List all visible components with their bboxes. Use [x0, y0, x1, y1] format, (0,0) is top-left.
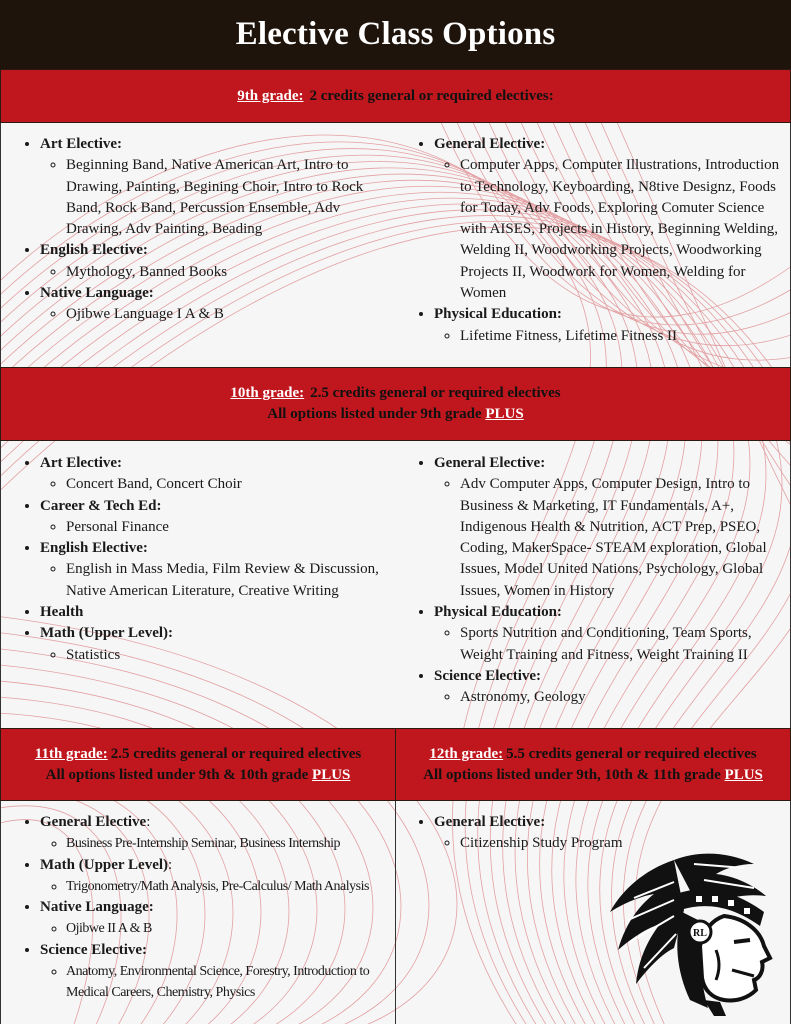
elective-category — [434, 134, 784, 304]
grade10-right-list — [408, 453, 784, 709]
elective-category-colon: : — [168, 856, 173, 873]
course-item: ◦ Mythology, Banned Books — [66, 262, 384, 283]
elective-category-heading: General Elective: — [434, 455, 546, 471]
grade12-plus: PLUS — [724, 766, 763, 783]
course-list — [434, 155, 784, 304]
course-list — [434, 326, 784, 347]
elective-category — [40, 897, 386, 940]
elective-category — [434, 304, 784, 347]
grade11-header — [0, 728, 396, 801]
logo-letters: RL — [693, 928, 707, 939]
grade9-credits: 2 credits general or required electives: — [309, 87, 554, 104]
course-item: ◦ Beginning Band, Native American Art, Intro to Drawing, Painting, Begining Choir, Intro to Rock Band, Rock Band, Percussion Ensemble, Adv Drawing, Adv Painting, Beading — [66, 155, 384, 240]
elective-category-heading: General Elective — [40, 814, 147, 830]
grade10-left-list — [14, 453, 384, 666]
elective-category — [40, 240, 384, 283]
elective-category-heading: Math (Upper Level) — [40, 856, 169, 873]
grade10-label: 10th grade: — [230, 385, 305, 401]
grade12-list — [408, 812, 784, 855]
course-list — [40, 876, 386, 897]
grade9-left-list — [14, 134, 384, 326]
grade11-prereq: All options listed under 9th & 10th grade — [45, 766, 309, 783]
elective-category-list — [408, 453, 784, 709]
grade12-prereq: All options listed under 9th, 10th & 11th grade — [423, 766, 721, 783]
course-item: ◦ Citizenship Study Program — [460, 833, 784, 854]
elective-category-heading: Native Language: — [40, 899, 154, 916]
course-item: ◦ Concert Band, Concert Choir — [66, 474, 384, 495]
grade12-header-line1 — [429, 744, 756, 765]
elective-category-list — [408, 812, 784, 855]
grade10-header-line2 — [267, 404, 523, 425]
grade9-header-line — [237, 86, 554, 107]
elective-category-heading: Math (Upper Level): — [40, 625, 174, 642]
elective-category-heading: Physical Education: — [434, 604, 562, 621]
course-item: ◦ Business Pre-Internship Seminar, Business Internship — [66, 833, 386, 854]
elective-category — [434, 812, 784, 855]
elective-category-heading: English Elective: — [40, 540, 148, 557]
grade11-plus: PLUS — [312, 766, 351, 783]
elective-category-heading: General Elective: — [434, 136, 546, 152]
course-item: ◦ Ojibwe II A & B — [66, 918, 386, 939]
elective-category — [40, 134, 384, 240]
elective-category-heading: Physical Education: — [434, 306, 562, 323]
grade12-header — [395, 728, 791, 801]
elective-category — [40, 812, 386, 855]
course-list — [40, 833, 386, 854]
course-item: ◦ Statistics — [66, 645, 384, 666]
course-item: ◦ Sports Nutrition and Conditioning, Team Sports, Weight Training and Fitness, Weight Training II — [460, 623, 784, 666]
grade11-header-line2 — [46, 765, 351, 786]
course-item: ◦ Lifetime Fitness, Lifetime Fitness II — [460, 326, 784, 347]
elective-category-list — [14, 134, 384, 326]
elective-category-list — [14, 812, 386, 1004]
course-item: ◦ Trigonometry/Math Analysis, Pre-Calculus/ Math Analysis — [66, 876, 386, 897]
elective-category — [40, 496, 384, 539]
grade11-header-line1 — [35, 744, 361, 765]
course-list — [40, 645, 384, 666]
course-list — [40, 559, 384, 602]
course-item: ◦ Ojibwe Language I A & B — [66, 304, 384, 325]
course-list — [434, 623, 784, 666]
course-list — [40, 961, 386, 1004]
course-item: ◦ English in Mass Media, Film Review & Discussion, Native American Literature, Creative Writing — [66, 559, 384, 602]
elective-category-heading: Career & Tech Ed: — [40, 497, 162, 514]
elective-category-heading: Science Elective: — [40, 941, 148, 958]
elective-category — [434, 453, 784, 602]
grade10-plus: PLUS — [485, 406, 524, 422]
chief-headdress-logo-icon — [604, 850, 782, 1018]
grade10-header — [0, 367, 791, 441]
elective-category — [40, 623, 384, 666]
grade10-prereq: All options listed under 9th grade — [267, 406, 482, 422]
grade11-list — [14, 812, 386, 1004]
elective-category-heading: English Elective: — [40, 242, 148, 259]
grade10-header-line1 — [230, 383, 560, 404]
course-list — [434, 474, 784, 602]
course-list — [40, 304, 384, 325]
grade9-header — [0, 69, 791, 123]
elective-category — [40, 602, 384, 623]
grade9-right-list — [408, 134, 784, 347]
elective-category — [434, 602, 784, 666]
elective-category-colon: : — [146, 814, 151, 830]
grade11-credits: 2.5 credits general or required electives — [110, 745, 362, 762]
elective-category-heading: Art Elective: — [40, 136, 123, 152]
course-item: ◦ Personal Finance — [66, 517, 384, 538]
course-list — [40, 155, 384, 240]
grade12-header-line2 — [423, 765, 763, 786]
grade9-label: 9th grade: — [237, 87, 304, 104]
elective-category — [40, 855, 386, 898]
elective-category-heading: General Elective: — [434, 814, 546, 830]
grade11-label: 11th grade: — [34, 745, 108, 762]
course-list — [434, 687, 784, 708]
elective-category — [40, 538, 384, 602]
course-list — [40, 474, 384, 495]
elective-category-heading: Health — [40, 604, 84, 621]
elective-category — [40, 940, 386, 1004]
grade12-label: 12th grade: — [429, 745, 504, 762]
elective-category-heading: Art Elective: — [40, 455, 123, 471]
course-list — [40, 918, 386, 939]
elective-category — [40, 283, 384, 326]
column-divider — [395, 801, 396, 1024]
course-list — [40, 262, 384, 283]
course-item: ◦ Computer Apps, Computer Illustrations, Introduction to Technology, Keyboarding, N8tive Designz, Foods for Today, Adv Foods, Exploring Comuter Science with AISES, Projects in History, Beginning Welding, Welding II, Woodworking Projects, Woodworking Projects II, Woodwork for Women, Welding for Women — [460, 155, 784, 304]
grade12-credits: 5.5 credits general or required electives — [506, 745, 757, 762]
elective-category-heading: Science Elective: — [434, 667, 542, 684]
elective-category — [434, 666, 784, 709]
grade10-credits: 2.5 credits general or required electives — [310, 385, 561, 401]
course-item: ◦ Adv Computer Apps, Computer Design, Intro to Business & Marketing, IT Fundamentals, A+, Indigenous Health & Nutrition, ACT Prep, PSEO, Coding, MakerSpace- STEAM exploration, Global Issues, Model United Nations, Psychology, Global Issues, Women in History — [460, 474, 784, 602]
elective-category-list — [14, 453, 384, 666]
title-bar — [0, 0, 791, 69]
page-title: Elective Class Options — [235, 16, 556, 52]
course-item: ◦ Astronomy, Geology — [460, 687, 784, 708]
elective-category — [40, 453, 384, 496]
course-item: ◦ Anatomy, Environmental Science, Forestry, Introduction to Medical Careers, Chemistry, Physics — [66, 961, 386, 1004]
course-list — [40, 517, 384, 538]
elective-category-heading: Native Language: — [40, 285, 154, 302]
elective-category-list — [408, 134, 784, 347]
